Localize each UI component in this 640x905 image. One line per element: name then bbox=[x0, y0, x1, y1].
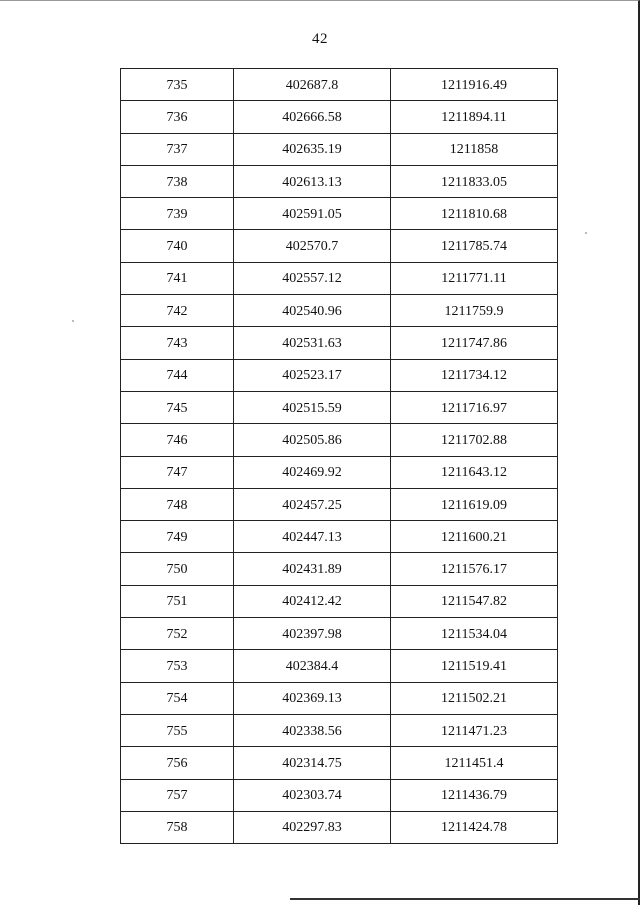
x-coordinate-cell bbox=[234, 488, 391, 520]
cell-text: 1211547.82 bbox=[441, 594, 507, 610]
y-coordinate-cell bbox=[391, 682, 558, 714]
cell-text: 1211451.4 bbox=[444, 755, 504, 771]
x-coordinate-cell bbox=[234, 779, 391, 811]
cell-text: 402303.74 bbox=[282, 788, 342, 804]
cell-text: 402515.59 bbox=[282, 400, 342, 416]
x-coordinate-cell bbox=[234, 714, 391, 746]
y-coordinate-cell bbox=[391, 424, 558, 456]
x-coordinate-cell bbox=[234, 359, 391, 391]
cell-text: 402384.4 bbox=[285, 658, 339, 674]
x-coordinate-cell bbox=[234, 295, 391, 327]
cell-text: 737 bbox=[166, 142, 188, 158]
cell-text: 741 bbox=[166, 271, 188, 287]
point-number-cell bbox=[121, 779, 234, 811]
x-coordinate-cell bbox=[234, 198, 391, 230]
cell-text: 1211785.74 bbox=[441, 239, 507, 255]
table-row bbox=[121, 650, 558, 682]
y-coordinate-cell bbox=[391, 553, 558, 585]
cell-text: 402314.75 bbox=[282, 755, 342, 771]
point-number-cell bbox=[121, 165, 234, 197]
cell-text: 402531.63 bbox=[282, 336, 342, 352]
table-row bbox=[121, 682, 558, 714]
cell-text: 402338.56 bbox=[282, 723, 342, 739]
y-coordinate-cell bbox=[391, 618, 558, 650]
cell-text: 742 bbox=[166, 303, 188, 319]
point-number-cell bbox=[121, 488, 234, 520]
x-coordinate-cell bbox=[234, 230, 391, 262]
cell-text: 402540.96 bbox=[282, 303, 342, 319]
cell-text: 1211810.68 bbox=[441, 206, 507, 222]
cell-text: 757 bbox=[166, 788, 188, 804]
bottom-rule bbox=[290, 898, 640, 900]
point-number-cell bbox=[121, 359, 234, 391]
y-coordinate-cell bbox=[391, 198, 558, 230]
table-row bbox=[121, 714, 558, 746]
point-number-cell bbox=[121, 456, 234, 488]
y-coordinate-cell bbox=[391, 69, 558, 101]
cell-text: 1211858 bbox=[449, 142, 499, 158]
table-row bbox=[121, 585, 558, 617]
table-row bbox=[121, 424, 558, 456]
cell-text: 402687.8 bbox=[285, 77, 339, 93]
cell-text: 402469.92 bbox=[282, 465, 342, 481]
cell-text: 751 bbox=[166, 594, 188, 610]
x-coordinate-cell bbox=[234, 585, 391, 617]
table-row bbox=[121, 133, 558, 165]
table-row bbox=[121, 295, 558, 327]
cell-text: 402570.7 bbox=[285, 239, 339, 255]
y-coordinate-cell bbox=[391, 456, 558, 488]
point-number-cell bbox=[121, 391, 234, 423]
point-number-cell bbox=[121, 230, 234, 262]
cell-text: 1211424.78 bbox=[441, 820, 507, 836]
cell-text: 1211771.11 bbox=[441, 271, 507, 287]
cell-text: 402666.58 bbox=[282, 109, 342, 125]
x-coordinate-cell bbox=[234, 165, 391, 197]
cell-text: 755 bbox=[166, 723, 188, 739]
table-row bbox=[121, 553, 558, 585]
cell-text: 1211619.09 bbox=[441, 497, 507, 513]
cell-text: 1211471.23 bbox=[441, 723, 507, 739]
table-row bbox=[121, 521, 558, 553]
cell-text: 1211734.12 bbox=[441, 368, 507, 384]
y-coordinate-cell bbox=[391, 391, 558, 423]
cell-text: 1211436.79 bbox=[441, 788, 507, 804]
x-coordinate-cell bbox=[234, 69, 391, 101]
cell-text: 1211502.21 bbox=[441, 691, 507, 707]
table-row bbox=[121, 488, 558, 520]
cell-text: 402297.83 bbox=[282, 820, 342, 836]
y-coordinate-cell bbox=[391, 585, 558, 617]
x-coordinate-cell bbox=[234, 618, 391, 650]
point-number-cell bbox=[121, 327, 234, 359]
point-number-cell bbox=[121, 69, 234, 101]
x-coordinate-cell bbox=[234, 327, 391, 359]
point-number-cell bbox=[121, 747, 234, 779]
x-coordinate-cell bbox=[234, 424, 391, 456]
scan-speck bbox=[72, 320, 74, 322]
table-row bbox=[121, 811, 558, 843]
y-coordinate-cell bbox=[391, 714, 558, 746]
cell-text: 746 bbox=[166, 432, 188, 448]
cell-text: 1211833.05 bbox=[441, 174, 507, 190]
cell-text: 752 bbox=[166, 626, 188, 642]
cell-text: 756 bbox=[166, 755, 188, 771]
cell-text: 739 bbox=[166, 206, 188, 222]
x-coordinate-cell bbox=[234, 262, 391, 294]
table-row bbox=[121, 327, 558, 359]
y-coordinate-cell bbox=[391, 230, 558, 262]
y-coordinate-cell bbox=[391, 262, 558, 294]
table-row bbox=[121, 165, 558, 197]
cell-text: 402457.25 bbox=[282, 497, 342, 513]
cell-text: 1211716.97 bbox=[441, 400, 507, 416]
cell-text: 1211759.9 bbox=[444, 303, 504, 319]
x-coordinate-cell bbox=[234, 391, 391, 423]
coordinates-table bbox=[120, 68, 558, 844]
y-coordinate-cell bbox=[391, 779, 558, 811]
cell-text: 402447.13 bbox=[282, 529, 342, 545]
table-row bbox=[121, 618, 558, 650]
cell-text: 402557.12 bbox=[282, 271, 342, 287]
cell-text: 1211747.86 bbox=[441, 336, 507, 352]
point-number-cell bbox=[121, 553, 234, 585]
table-row bbox=[121, 456, 558, 488]
point-number-cell bbox=[121, 585, 234, 617]
table-row bbox=[121, 359, 558, 391]
table-row bbox=[121, 101, 558, 133]
cell-text: 736 bbox=[166, 109, 188, 125]
cell-text: 740 bbox=[166, 239, 188, 255]
point-number-cell bbox=[121, 618, 234, 650]
point-number-cell bbox=[121, 133, 234, 165]
x-coordinate-cell bbox=[234, 456, 391, 488]
y-coordinate-cell bbox=[391, 811, 558, 843]
y-coordinate-cell bbox=[391, 747, 558, 779]
x-coordinate-cell bbox=[234, 521, 391, 553]
y-coordinate-cell bbox=[391, 295, 558, 327]
table-row bbox=[121, 230, 558, 262]
cell-text: 738 bbox=[166, 174, 188, 190]
cell-text: 402591.05 bbox=[282, 206, 342, 222]
point-number-cell bbox=[121, 295, 234, 327]
cell-text: 1211916.49 bbox=[441, 77, 507, 93]
table-row bbox=[121, 747, 558, 779]
cell-text: 1211643.12 bbox=[441, 465, 507, 481]
cell-text: 402397.98 bbox=[282, 626, 342, 642]
x-coordinate-cell bbox=[234, 682, 391, 714]
x-coordinate-cell bbox=[234, 101, 391, 133]
cell-text: 402635.19 bbox=[282, 142, 342, 158]
x-coordinate-cell bbox=[234, 811, 391, 843]
table-row bbox=[121, 391, 558, 423]
y-coordinate-cell bbox=[391, 359, 558, 391]
point-number-cell bbox=[121, 424, 234, 456]
cell-text: 744 bbox=[166, 368, 188, 384]
table-row bbox=[121, 198, 558, 230]
cell-text: 758 bbox=[166, 820, 188, 836]
cell-text: 1211600.21 bbox=[441, 529, 507, 545]
y-coordinate-cell bbox=[391, 101, 558, 133]
x-coordinate-cell bbox=[234, 747, 391, 779]
cell-text: 735 bbox=[166, 77, 188, 93]
cell-text: 1211534.04 bbox=[441, 626, 507, 642]
table-row bbox=[121, 69, 558, 101]
y-coordinate-cell bbox=[391, 521, 558, 553]
point-number-cell bbox=[121, 521, 234, 553]
cell-text: 402613.13 bbox=[282, 174, 342, 190]
cell-text: 749 bbox=[166, 529, 188, 545]
page-number: 42 bbox=[312, 31, 328, 47]
coordinates-table-body bbox=[121, 69, 558, 844]
y-coordinate-cell bbox=[391, 650, 558, 682]
y-coordinate-cell bbox=[391, 165, 558, 197]
point-number-cell bbox=[121, 101, 234, 133]
cell-text: 402505.86 bbox=[282, 432, 342, 448]
x-coordinate-cell bbox=[234, 650, 391, 682]
y-coordinate-cell bbox=[391, 133, 558, 165]
cell-text: 402369.13 bbox=[282, 691, 342, 707]
point-number-cell bbox=[121, 811, 234, 843]
point-number-cell bbox=[121, 198, 234, 230]
point-number-cell bbox=[121, 650, 234, 682]
cell-text: 754 bbox=[166, 691, 188, 707]
cell-text: 743 bbox=[166, 336, 188, 352]
x-coordinate-cell bbox=[234, 133, 391, 165]
cell-text: 750 bbox=[166, 562, 188, 578]
cell-text: 753 bbox=[166, 658, 188, 674]
table-row bbox=[121, 262, 558, 294]
cell-text: 402431.89 bbox=[282, 562, 342, 578]
point-number-cell bbox=[121, 714, 234, 746]
table-row bbox=[121, 779, 558, 811]
cell-text: 745 bbox=[166, 400, 188, 416]
point-number-cell bbox=[121, 682, 234, 714]
cell-text: 402412.42 bbox=[282, 594, 342, 610]
cell-text: 748 bbox=[166, 497, 188, 513]
cell-text: 1211702.88 bbox=[441, 432, 507, 448]
cell-text: 747 bbox=[166, 465, 188, 481]
cell-text: 1211894.11 bbox=[441, 109, 507, 125]
y-coordinate-cell bbox=[391, 488, 558, 520]
x-coordinate-cell bbox=[234, 553, 391, 585]
cell-text: 402523.17 bbox=[282, 368, 342, 384]
cell-text: 1211576.17 bbox=[441, 562, 507, 578]
scan-speck bbox=[585, 232, 587, 234]
cell-text: 1211519.41 bbox=[441, 658, 507, 674]
y-coordinate-cell bbox=[391, 327, 558, 359]
point-number-cell bbox=[121, 262, 234, 294]
